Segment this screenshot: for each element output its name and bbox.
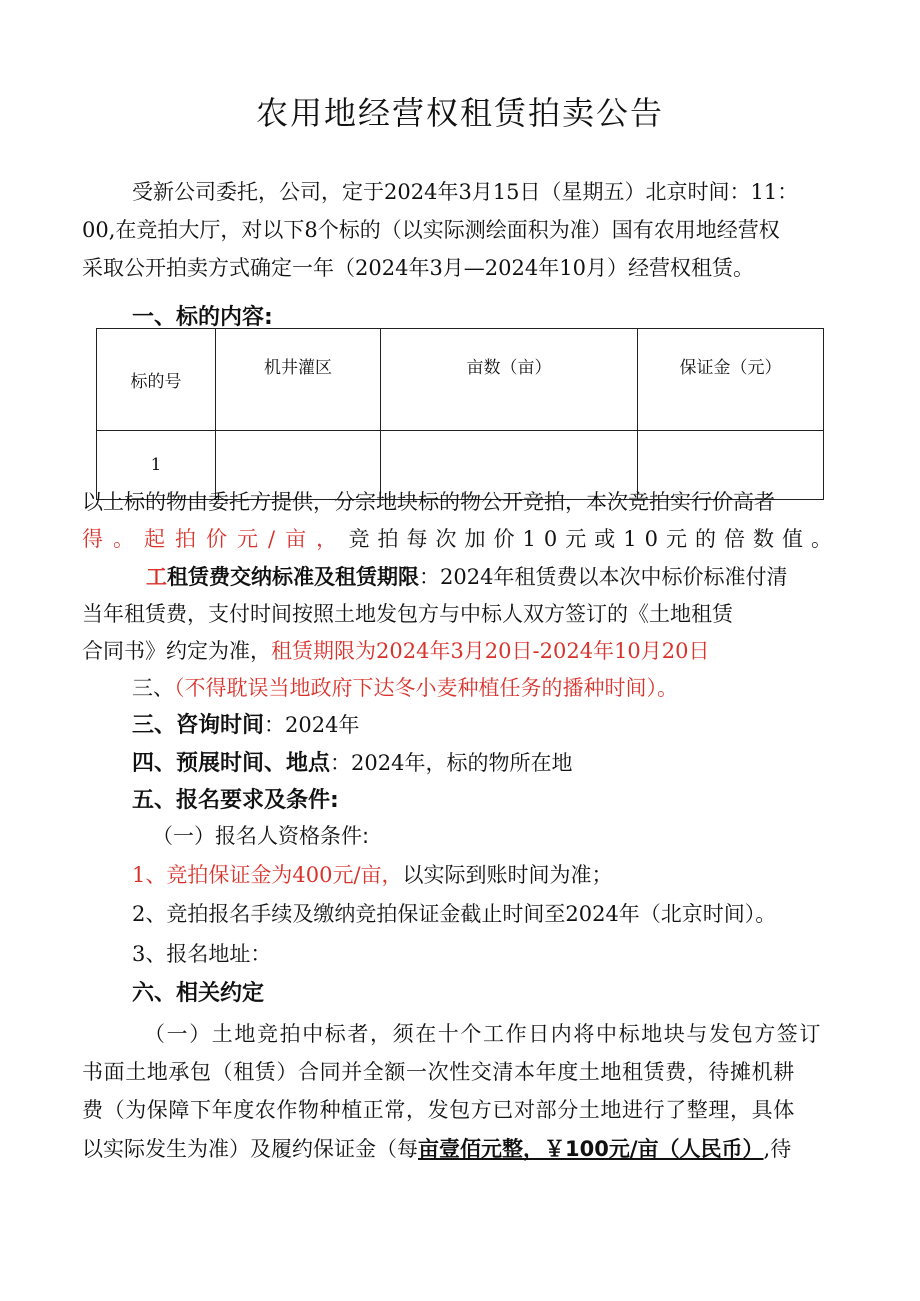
section5-heading: 五、报名要求及条件:	[132, 788, 339, 813]
section2-heading: 租赁费交纳标准及租赁期限	[167, 565, 419, 589]
deposit-note: 以实际到账时间为准；	[402, 863, 613, 887]
agreement-line-2: 书面土地承包（租赁）合同并全额一次性交清本年度土地租赁费，待摊机耕	[82, 1060, 795, 1084]
table-header-cell: 保证金（元）	[638, 329, 824, 431]
requirement-item-1	[132, 859, 613, 889]
increment-text: 竞拍每次加价10元或10元的倍数值。	[348, 527, 840, 551]
agreement-line4-end: ,待	[763, 1137, 792, 1161]
document-title: 农用地经营权租赁拍卖公告	[255, 94, 664, 132]
agreement-text: （一）土地竞拍中标者，须在十个工作日内将中标地块与发包方签订	[144, 1022, 822, 1046]
section6-heading: 六、相关约定	[132, 981, 265, 1006]
table-cell: 1	[97, 431, 216, 500]
deposit-text: 1、竞拍保证金为400元/亩，	[132, 863, 403, 887]
section2-line-1	[146, 561, 787, 591]
intro-line-1: 受新公司委托，公司，定于2024年3月15日（星期五）北京时间：11：	[132, 180, 799, 204]
consult-line	[132, 708, 359, 739]
section2-line-2: 当年租赁费，支付时间按照土地发包方与中标人双方签订的《土地租赁	[82, 602, 733, 626]
performance-bond-amount: 亩壹佰元整，￥100元/亩（人民币）	[418, 1137, 764, 1161]
section2-line3-text: 合同书》约定为准，	[82, 639, 271, 663]
requirement-item-3: 3、报名地址：	[132, 942, 272, 966]
table-header-cell: 机井灌区	[216, 329, 381, 431]
after-table-line-1: 以上标的物由委托方提供，分宗地块标的物公开竞拍，本次竞拍实行价高者	[82, 490, 775, 514]
table-header-cell: 标的号	[97, 329, 216, 431]
start-price-text: 得。起拍价元/亩，	[82, 527, 348, 551]
section2-prefix: 工	[146, 565, 167, 589]
section5-subheading: （一）报名人资格条件:	[152, 824, 370, 848]
preview-heading: 四、预展时间、地点	[132, 751, 331, 776]
bid-table	[96, 328, 824, 500]
section3-note-prefix: 三、	[132, 676, 174, 700]
consult-heading: 三、咨询时间	[132, 713, 265, 738]
section1-heading: 一、标的内容:	[132, 305, 273, 330]
section2-text: ：2024年租赁费以本次中标价标准付清	[419, 565, 788, 589]
after-table-line-2	[82, 523, 840, 553]
preview-line	[132, 746, 572, 777]
agreement-line-4	[82, 1133, 791, 1163]
lease-period-text: 租赁期限为2024年3月20日-2024年10月20日	[271, 639, 710, 663]
preview-text: ：2024年，标的物所在地	[330, 751, 573, 775]
section3-note-line	[132, 672, 678, 702]
agreement-line-3: 费（为保障下年度农作物种植正常，发包方已对部分土地进行了整理，具体	[82, 1098, 795, 1122]
section2-line-3	[82, 635, 710, 665]
intro-line-2: 00,在竞拍大厅，对以下8个标的（以实际测绘面积为准）国有农用地经营权	[82, 218, 780, 242]
intro-line-3: 采取公开拍卖方式确定一年（2024年3月—2024年10月）经营权租赁。	[82, 256, 754, 280]
agreement-line4-start: 以实际发生为准）及履约保证金（每	[82, 1137, 418, 1161]
table-header-cell: 亩数（亩）	[381, 329, 638, 431]
agreement-line-1	[82, 1018, 840, 1048]
table-header-row	[97, 329, 824, 431]
requirement-item-2: 2、竞拍报名手续及缴纳竞拍保证金截止时间至2024年（北京时间）。	[132, 902, 777, 926]
consult-text: ：2024年	[264, 713, 360, 737]
section3-note-text: （不得耽误当地政府下达冬小麦种植任务的播种时间）。	[174, 676, 678, 700]
